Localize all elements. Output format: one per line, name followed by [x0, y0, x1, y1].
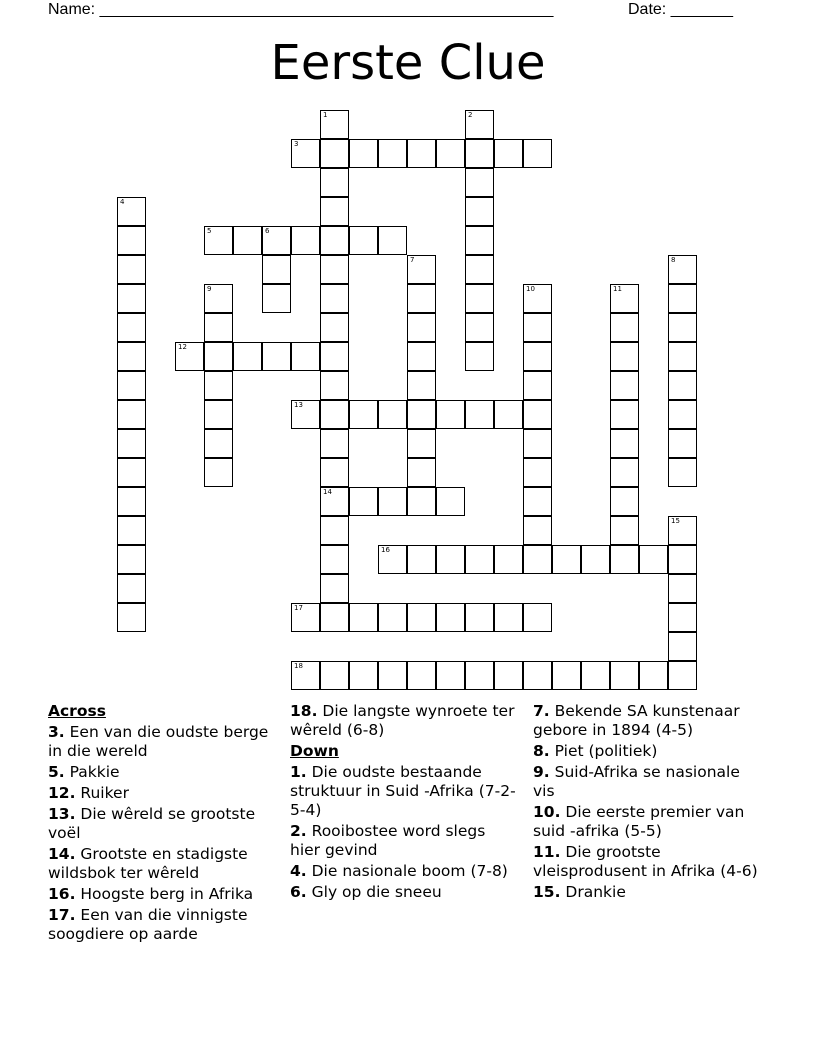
clue-number: 13 [294, 401, 303, 409]
grid-cell[interactable] [465, 313, 494, 342]
grid-cell[interactable] [436, 545, 465, 574]
grid-cell[interactable] [117, 226, 146, 255]
across-clue: 14. Grootste en stadigste wildsbok ter wêreld [48, 845, 248, 882]
grid-cell[interactable] [465, 226, 494, 255]
grid-cell[interactable] [320, 139, 349, 168]
grid-cell[interactable] [668, 284, 697, 313]
grid-cell[interactable] [117, 429, 146, 458]
grid-cell[interactable] [378, 139, 407, 168]
down-clue: 8. Piet (politiek) [533, 742, 658, 760]
clue-number: 14 [323, 488, 332, 496]
grid-cell[interactable] [320, 661, 349, 690]
clue-number: 2 [468, 111, 473, 119]
grid-cell[interactable] [639, 661, 668, 690]
grid-cell[interactable] [349, 661, 378, 690]
grid-cell[interactable] [610, 342, 639, 371]
grid-cell[interactable] [291, 400, 320, 429]
clue-number: 1 [323, 111, 328, 119]
grid-cell[interactable] [494, 603, 523, 632]
grid-cell[interactable] [610, 284, 639, 313]
across-clue: 13. Die wêreld se grootste voël [48, 805, 256, 842]
grid-cell[interactable] [494, 661, 523, 690]
grid-cell[interactable] [465, 110, 494, 139]
grid-cell[interactable] [291, 226, 320, 255]
header [48, 0, 768, 22]
grid-cell[interactable] [320, 603, 349, 632]
grid-cell[interactable] [407, 342, 436, 371]
grid-cell[interactable] [349, 487, 378, 516]
down-heading: Down [290, 742, 339, 760]
grid-cell[interactable] [117, 371, 146, 400]
grid-cell[interactable] [378, 487, 407, 516]
grid-cell[interactable] [523, 284, 552, 313]
clue-number: 3 [294, 140, 299, 148]
grid-cell[interactable] [523, 342, 552, 371]
grid-cell[interactable] [407, 458, 436, 487]
grid-cell[interactable] [204, 458, 233, 487]
grid-cell[interactable] [668, 429, 697, 458]
grid-cell[interactable] [668, 313, 697, 342]
clue-number: 8 [671, 256, 676, 264]
down-clue: 11. Die grootste vleisprodusent in Afrika (4-6) [533, 843, 758, 880]
grid-cell[interactable] [117, 603, 146, 632]
grid-cell[interactable] [581, 661, 610, 690]
grid-cell[interactable] [233, 342, 262, 371]
grid-cell[interactable] [117, 255, 146, 284]
grid-cell[interactable] [320, 313, 349, 342]
name-line: Name: ___________________________________________________ [48, 1, 554, 18]
grid-cell[interactable] [117, 313, 146, 342]
grid-cell[interactable] [117, 400, 146, 429]
grid-cell[interactable] [523, 545, 552, 574]
grid-cell[interactable] [320, 284, 349, 313]
grid-cell[interactable] [117, 197, 146, 226]
grid-cell[interactable] [436, 400, 465, 429]
clue-column-1 [48, 702, 278, 946]
grid-cell[interactable] [320, 342, 349, 371]
grid-cell[interactable] [407, 284, 436, 313]
grid-cell[interactable] [378, 400, 407, 429]
grid-cell[interactable] [581, 545, 610, 574]
clue-number: 16 [381, 546, 390, 554]
grid-cell[interactable] [175, 342, 204, 371]
down-clue: 6. Gly op die sneeu [290, 883, 442, 901]
grid-cell[interactable] [668, 545, 697, 574]
grid-cell[interactable] [320, 545, 349, 574]
grid-cell[interactable] [407, 371, 436, 400]
down-clue: 9. Suid-Afrika se nasionale vis [533, 763, 740, 800]
clue-number: 12 [178, 343, 187, 351]
grid-cell[interactable] [465, 255, 494, 284]
grid-cell[interactable] [204, 226, 233, 255]
grid-cell[interactable] [291, 661, 320, 690]
grid-cell[interactable] [523, 487, 552, 516]
grid-cell[interactable] [349, 226, 378, 255]
grid-cell[interactable] [523, 400, 552, 429]
grid-cell[interactable] [610, 516, 639, 545]
grid-cell[interactable] [233, 226, 262, 255]
grid-cell[interactable] [117, 487, 146, 516]
grid-cell[interactable] [407, 255, 436, 284]
grid-cell[interactable] [523, 429, 552, 458]
grid-cell[interactable] [523, 603, 552, 632]
grid-cell[interactable] [668, 632, 697, 661]
grid-cell[interactable] [117, 284, 146, 313]
grid-cell[interactable] [320, 371, 349, 400]
grid-cell[interactable] [465, 400, 494, 429]
clue-number: 6 [265, 227, 270, 235]
grid-cell[interactable] [320, 197, 349, 226]
grid-cell[interactable] [291, 139, 320, 168]
across-clue: 18. Die langste wynroete ter wêreld (6-8) [290, 702, 515, 739]
grid-cell[interactable] [378, 226, 407, 255]
grid-cell[interactable] [204, 284, 233, 313]
down-clue: 15. Drankie [533, 883, 626, 901]
grid-cell[interactable] [523, 516, 552, 545]
page-title: Eerste Clue [270, 35, 546, 91]
clue-number: 9 [207, 285, 212, 293]
across-clue: 5. Pakkie [48, 763, 120, 781]
clue-number: 4 [120, 198, 125, 206]
grid-cell[interactable] [465, 661, 494, 690]
across-clue: 17. Een van die vinnigste soogdiere op aarde [48, 906, 248, 943]
grid-cell[interactable] [262, 342, 291, 371]
clue-number: 10 [526, 285, 535, 293]
grid-cell[interactable] [639, 545, 668, 574]
grid-cell[interactable] [465, 545, 494, 574]
grid-cell[interactable] [320, 168, 349, 197]
grid-cell[interactable] [407, 603, 436, 632]
grid-cell[interactable] [291, 342, 320, 371]
grid-cell[interactable] [320, 226, 349, 255]
grid-cell[interactable] [465, 168, 494, 197]
grid-cell[interactable] [407, 139, 436, 168]
grid-cell[interactable] [668, 255, 697, 284]
across-clue: 3. Een van die oudste berge in die wereld [48, 723, 269, 760]
grid-cell[interactable] [262, 284, 291, 313]
grid-cell[interactable] [117, 574, 146, 603]
grid-cell[interactable] [117, 516, 146, 545]
grid-cell[interactable] [204, 313, 233, 342]
grid-cell[interactable] [610, 545, 639, 574]
grid-cell[interactable] [320, 429, 349, 458]
down-clue: 10. Die eerste premier van suid -afrika (5-5) [533, 803, 745, 840]
grid-cell[interactable] [436, 661, 465, 690]
clue-column-3 [533, 702, 763, 904]
grid-cell[interactable] [610, 487, 639, 516]
grid-cell[interactable] [204, 342, 233, 371]
grid-cell[interactable] [668, 574, 697, 603]
grid-cell[interactable] [204, 400, 233, 429]
grid-cell[interactable] [407, 400, 436, 429]
grid-cell[interactable] [523, 661, 552, 690]
grid-cell[interactable] [436, 139, 465, 168]
grid-cell[interactable] [320, 110, 349, 139]
grid-cell[interactable] [262, 255, 291, 284]
grid-cell[interactable] [523, 139, 552, 168]
grid-cell[interactable] [494, 139, 523, 168]
grid-cell[interactable] [523, 313, 552, 342]
grid-cell[interactable] [465, 284, 494, 313]
grid-cell[interactable] [523, 458, 552, 487]
grid-cell[interactable] [320, 400, 349, 429]
grid-cell[interactable] [668, 661, 697, 690]
across-clue: 16. Hoogste berg in Afrika [48, 885, 254, 903]
grid-cell[interactable] [465, 139, 494, 168]
grid-cell[interactable] [668, 400, 697, 429]
date-line: Date: _______ [628, 1, 733, 18]
grid-cell[interactable] [262, 226, 291, 255]
grid-cell[interactable] [552, 545, 581, 574]
clue-number: 18 [294, 662, 303, 670]
grid-cell[interactable] [320, 255, 349, 284]
clue-number: 7 [410, 256, 415, 264]
grid-cell[interactable] [668, 603, 697, 632]
clue-number: 17 [294, 604, 303, 612]
grid-cell[interactable] [407, 545, 436, 574]
grid-cell[interactable] [349, 139, 378, 168]
across-heading: Across [48, 702, 106, 720]
grid-cell[interactable] [204, 371, 233, 400]
grid-cell[interactable] [668, 342, 697, 371]
grid-cell[interactable] [610, 458, 639, 487]
grid-cell[interactable] [378, 545, 407, 574]
grid-cell[interactable] [436, 487, 465, 516]
grid-cell[interactable] [117, 458, 146, 487]
grid-cell[interactable] [320, 516, 349, 545]
grid-cell[interactable] [349, 400, 378, 429]
grid-cell[interactable] [465, 197, 494, 226]
grid-cell[interactable] [320, 487, 349, 516]
grid-cell[interactable] [320, 458, 349, 487]
grid-cell[interactable] [465, 603, 494, 632]
across-clue: 12. Ruiker [48, 784, 129, 802]
grid-cell[interactable] [610, 371, 639, 400]
grid-cell[interactable] [378, 661, 407, 690]
grid-cell[interactable] [610, 400, 639, 429]
down-clue: 4. Die nasionale boom (7-8) [290, 862, 508, 880]
grid-cell[interactable] [291, 603, 320, 632]
grid-cell[interactable] [117, 342, 146, 371]
grid-cell[interactable] [320, 574, 349, 603]
clue-number: 5 [207, 227, 212, 235]
grid-cell[interactable] [668, 371, 697, 400]
clue-number: 15 [671, 517, 680, 525]
clue-column-2 [290, 702, 520, 904]
down-clue: 2. Rooibostee word slegs hier gevind [290, 822, 486, 859]
grid-cell[interactable] [523, 371, 552, 400]
grid-cell[interactable] [204, 429, 233, 458]
grid-cell[interactable] [610, 429, 639, 458]
grid-cell[interactable] [668, 458, 697, 487]
grid-cell[interactable] [117, 545, 146, 574]
grid-cell[interactable] [552, 661, 581, 690]
grid-cell[interactable] [436, 603, 465, 632]
down-clue: 7. Bekende SA kunstenaar gebore in 1894 (4-5) [533, 702, 740, 739]
grid-cell[interactable] [407, 487, 436, 516]
grid-cell[interactable] [378, 603, 407, 632]
clue-number: 11 [613, 285, 622, 293]
grid-cell[interactable] [610, 313, 639, 342]
grid-cell[interactable] [465, 342, 494, 371]
grid-cell[interactable] [494, 400, 523, 429]
grid-cell[interactable] [349, 603, 378, 632]
grid-cell[interactable] [668, 516, 697, 545]
grid-cell[interactable] [407, 313, 436, 342]
grid-cell[interactable] [407, 429, 436, 458]
down-clue: 1. Die oudste bestaande struktuur in Suid -Afrika (7-2-5-4) [290, 763, 516, 819]
grid-cell[interactable] [494, 545, 523, 574]
grid-cell[interactable] [407, 661, 436, 690]
grid-cell[interactable] [610, 661, 639, 690]
